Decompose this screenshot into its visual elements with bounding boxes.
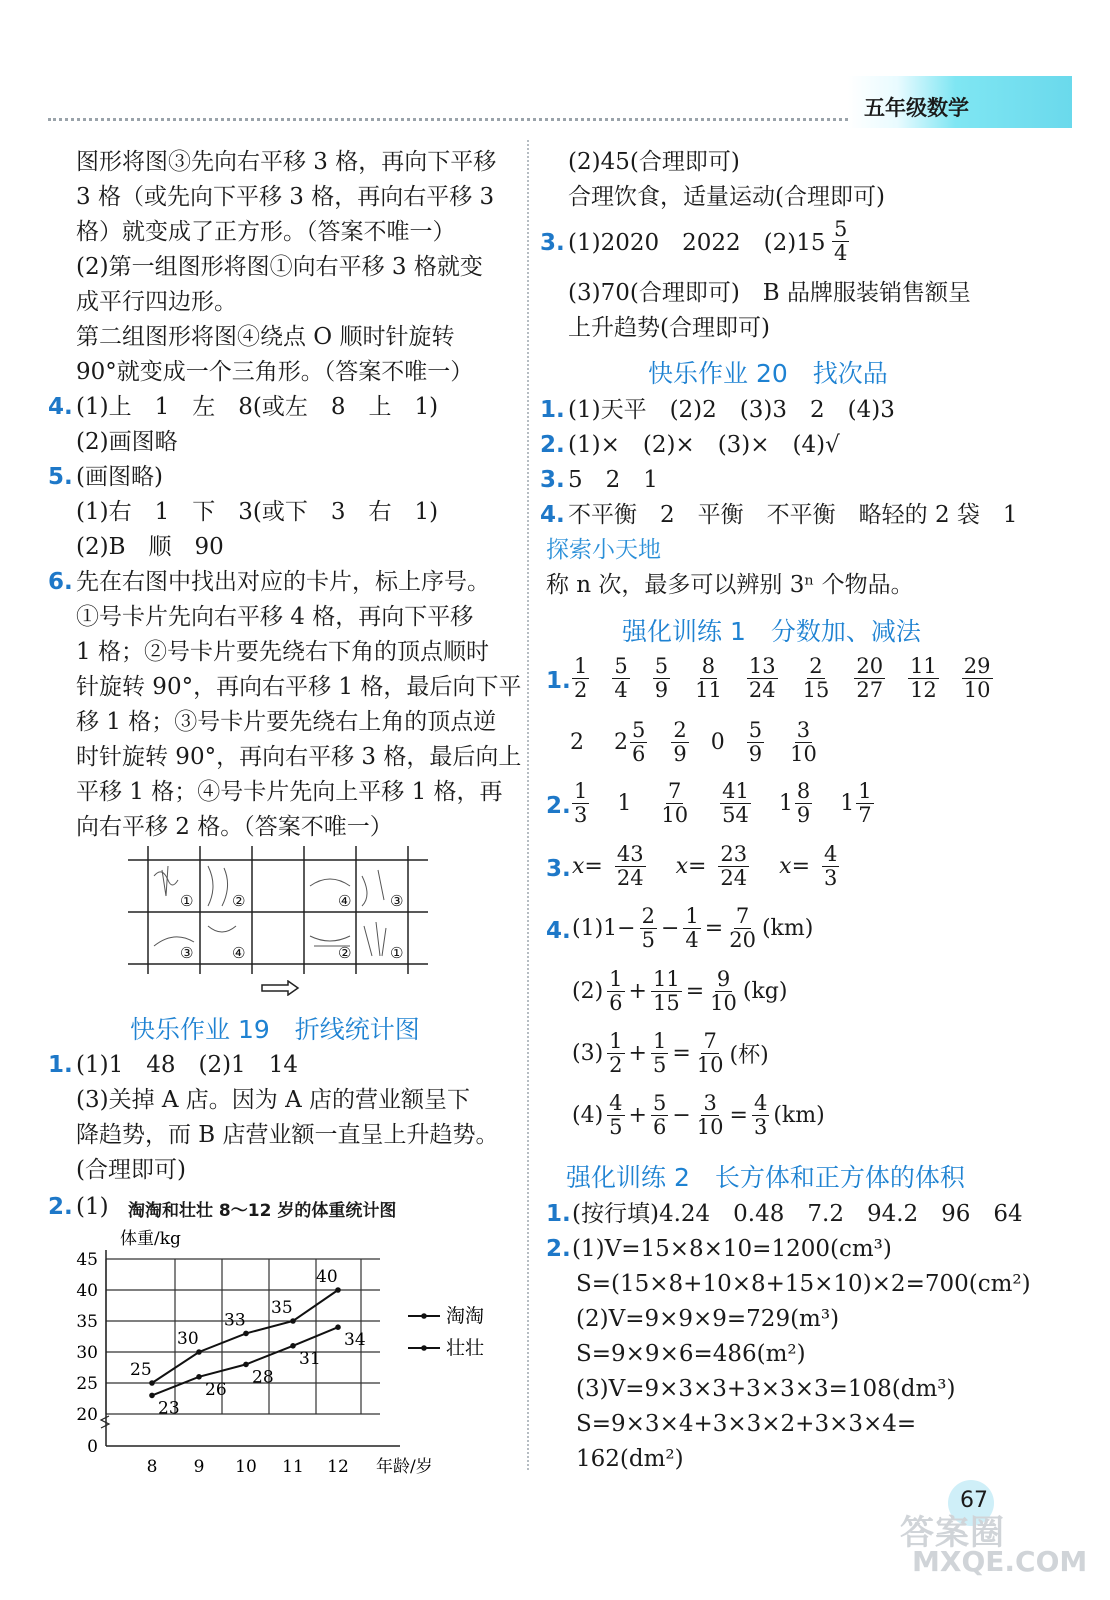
- question-number: 4.: [48, 394, 73, 420]
- chart-y-tick-label: 40: [76, 1281, 98, 1301]
- fraction: [651, 968, 682, 1015]
- chart-y-tick-label: 45: [76, 1250, 98, 1270]
- chart-x-tick-label: 12: [327, 1457, 349, 1477]
- fraction: [747, 719, 764, 766]
- chart-data-label: 31: [299, 1348, 321, 1369]
- denominator: 15: [652, 991, 680, 1015]
- answer-line: 降趋势，而 B 店营业额一直呈上升趋势。: [76, 1122, 499, 1148]
- denominator: 10: [661, 803, 689, 827]
- operator: −: [672, 1103, 691, 1128]
- answer-line: (3)关掉 A 店。因为 A 店的营业额呈下: [76, 1087, 471, 1113]
- denominator: 9: [748, 742, 763, 766]
- fraction: [962, 655, 993, 702]
- numerator: 4: [609, 1091, 623, 1115]
- equation-prefix: (3): [572, 1041, 604, 1066]
- numerator: 2: [673, 718, 687, 742]
- numerator: 5: [614, 654, 628, 678]
- denominator: 5: [609, 1115, 623, 1139]
- denominator: 10: [790, 742, 817, 766]
- numerator: 9: [716, 967, 731, 991]
- card-label: ②: [338, 944, 352, 962]
- unit: (km): [761, 916, 814, 941]
- mixed-number: [840, 780, 875, 827]
- answer-line: (1): [76, 1194, 109, 1220]
- chart-point: [290, 1343, 296, 1349]
- unit: (kg): [742, 979, 788, 1004]
- fraction: [683, 905, 700, 952]
- unit: (km): [773, 1103, 825, 1128]
- chart-x-tick-label: 8: [146, 1457, 158, 1477]
- answer-line: 162(dm²): [576, 1446, 684, 1472]
- operator: =: [672, 1041, 691, 1066]
- fraction: [708, 968, 739, 1015]
- numerator: 1: [858, 779, 872, 803]
- card-label: ①: [390, 944, 404, 962]
- question-number: 4.: [540, 502, 565, 528]
- equation-row: [572, 1092, 825, 1139]
- numerator: 5: [834, 217, 848, 241]
- answer-line: (3)V=9×3×3+3×3×3=108(dm³): [576, 1376, 956, 1402]
- numerator: 8: [701, 654, 716, 678]
- legend-marker: [421, 1345, 427, 1351]
- whole-number: 2: [570, 730, 584, 755]
- fraction: [659, 780, 690, 827]
- chart-point: [335, 1287, 341, 1293]
- denominator: 10: [696, 1053, 724, 1077]
- numerator: 1: [574, 779, 588, 803]
- answer-line: 5 2 1: [568, 467, 658, 493]
- fraction: [651, 1092, 668, 1139]
- chart-y-tick-label: 25: [76, 1374, 98, 1394]
- question-number: 3.: [540, 230, 565, 256]
- numerator: 1: [609, 967, 623, 991]
- fraction: [832, 218, 849, 265]
- denominator: 9: [673, 742, 687, 766]
- numerator: 1: [685, 904, 699, 928]
- question-number: 4.: [546, 918, 571, 944]
- numerator: 41: [722, 779, 749, 803]
- equation-row: [572, 1030, 769, 1077]
- chart-data-label: 25: [130, 1360, 152, 1380]
- answer-line: 针旋转 90°，再向右平移 1 格，最后向下平: [76, 674, 522, 700]
- legend-label: 壮壮: [446, 1337, 485, 1359]
- fraction: [720, 780, 751, 827]
- column-divider: [527, 140, 529, 1470]
- denominator: 11: [695, 678, 722, 702]
- answer-line: S=(15×8+10×8+15×10)×2=700(cm²): [576, 1271, 1031, 1297]
- denominator: 20: [729, 928, 756, 952]
- chart-point: [149, 1380, 155, 1386]
- denominator: 24: [616, 866, 644, 890]
- answer-line: 移 1 格；③号卡片要先绕右上角的顶点逆: [76, 709, 497, 735]
- denominator: 3: [574, 803, 588, 827]
- whole-number: 0: [710, 730, 725, 755]
- equation-prefix: (2): [572, 979, 604, 1004]
- card-grid-figure: [128, 846, 428, 976]
- numerator: 7: [703, 1029, 717, 1053]
- numerator: 29: [963, 654, 991, 678]
- chart-x-label: 年龄/岁: [376, 1457, 433, 1477]
- answer-line: (按行填)4.24 0.48 7.2 94.2 96 64: [572, 1201, 1023, 1227]
- fraction: [822, 843, 839, 890]
- denominator: 24: [720, 866, 748, 890]
- denominator: 9: [796, 803, 811, 827]
- answer-line: 上升趋势(合理即可): [568, 315, 770, 341]
- answer-line: ①号卡片先向右平移 4 格，再向下平移: [76, 604, 474, 630]
- question-number: 1.: [48, 1052, 73, 1078]
- fraction: [752, 1092, 769, 1139]
- chart-point: [196, 1374, 202, 1380]
- question-number: 2.: [546, 1236, 571, 1262]
- answer-line: (1)右 1 下 3(或下 3 右 1): [76, 499, 439, 525]
- answer-line: 向右平移 2 格。（答案不唯一）: [76, 814, 393, 840]
- chart-point: [196, 1349, 202, 1355]
- answer-line: 平移 1 格；④号卡片先向上平移 1 格，再: [76, 779, 503, 805]
- denominator: 5: [652, 1053, 667, 1077]
- chart-y-label: 体重/kg: [120, 1229, 181, 1249]
- equation-row: [572, 905, 813, 952]
- denominator: 2: [574, 678, 588, 702]
- numerator: 7: [735, 904, 750, 928]
- card-label: ③: [390, 892, 404, 910]
- answer-line: 称 n 次，最多可以辨别 3ⁿ 个物品。: [546, 572, 914, 598]
- fraction: [801, 655, 832, 702]
- fraction: [612, 655, 629, 702]
- weight-line-chart: [60, 1222, 520, 1482]
- equation-prefix: x=: [675, 854, 707, 879]
- answer-line: 时针旋转 90°，再向右平移 3 格，最后向上: [76, 744, 522, 770]
- answer-line: (2)B 顺 90: [76, 534, 224, 560]
- answer-line: 不平衡 2 平衡 不平衡 略轻的 2 袋 1: [568, 502, 1018, 528]
- question-number: 6.: [48, 569, 73, 595]
- numerator: 43: [616, 842, 644, 866]
- fraction: [653, 655, 670, 702]
- chart-x-tick-label: 10: [235, 1457, 257, 1477]
- chart-legend: [408, 1305, 484, 1359]
- numerator: 2: [809, 654, 823, 678]
- answer-line: 格）就变成了正方形。（答案不唯一）: [76, 219, 456, 245]
- fraction: [671, 719, 688, 766]
- equation-prefix: x=: [779, 854, 810, 879]
- question-number: 2.: [48, 1194, 73, 1220]
- numerator: 2: [641, 904, 655, 928]
- answer-line: 3 格（或先向下平移 3 格，再向右平移 3: [76, 184, 495, 210]
- question-number: 2.: [540, 432, 565, 458]
- answer-line: (1)天平 (2)2 (3)3 2 (4)3: [568, 397, 895, 423]
- answer-line: (1)2020 2022 (2)15: [568, 230, 826, 256]
- watermark-text: 答案圈: [900, 1513, 1005, 1553]
- answer-line: 90°就变成一个三角形。（答案不唯一）: [76, 359, 474, 385]
- section-heading: 强化训练 1 分数加、减法: [622, 617, 921, 646]
- whole-number: 1: [778, 791, 793, 816]
- chart-data-label: 40: [316, 1267, 338, 1287]
- denominator: 27: [856, 678, 884, 702]
- fraction: [695, 1092, 726, 1139]
- answer-line: (1)1 48 (2)1 14: [76, 1052, 298, 1078]
- fraction: [747, 655, 778, 702]
- fraction-row: [570, 780, 876, 827]
- section-heading: 快乐作业 20 找次品: [648, 359, 888, 388]
- fraction: [607, 1030, 624, 1077]
- answer-line: 图形将图③先向右平移 3 格，再向下平移: [76, 149, 497, 175]
- fraction: [727, 905, 758, 952]
- chart-y-tick-label: 20: [76, 1405, 98, 1425]
- denominator: 6: [632, 742, 646, 766]
- whole-number: 2: [614, 730, 628, 755]
- question-number: 5.: [48, 464, 73, 490]
- answer-line: (2)45(合理即可): [568, 149, 740, 175]
- explore-heading: 探索小天地: [546, 537, 661, 563]
- chart-point: [243, 1331, 249, 1337]
- operator: =: [704, 916, 724, 941]
- answer-line: (1)× (2)× (3)× (4)√: [568, 432, 840, 458]
- equation-prefix: (1)1−: [572, 916, 636, 941]
- fraction: [640, 905, 657, 952]
- unit: (杯): [729, 1043, 769, 1068]
- fraction: [572, 655, 589, 702]
- fraction: [607, 1092, 624, 1139]
- question-number: 1.: [546, 668, 571, 694]
- answer-line: 1 格；②号卡片要先绕右下角的顶点顺时: [76, 639, 489, 665]
- chart-title: 淘淘和壮壮 8～12 岁的体重统计图: [128, 1201, 397, 1221]
- numerator: 7: [668, 779, 682, 803]
- numerator: 3: [703, 1091, 717, 1115]
- numerator: 1: [574, 654, 588, 678]
- numerator: 8: [796, 779, 811, 803]
- denominator: 10: [710, 991, 737, 1015]
- numerator: 5: [652, 1091, 667, 1115]
- answer-line: (1)上 1 左 8(或左 8 上 1): [76, 394, 439, 420]
- denominator: 2: [609, 1053, 623, 1077]
- denominator: 10: [696, 1115, 724, 1139]
- fraction: [718, 843, 749, 890]
- chart-data-label: 35: [271, 1298, 293, 1318]
- denominator: 54: [722, 803, 749, 827]
- answer-line: S=9×3×4+3×3×2+3×3×4=: [576, 1411, 917, 1437]
- axis-break-icon: [101, 1416, 109, 1428]
- answer-line: (2)第一组图形将图①向右平移 3 格就变: [76, 254, 483, 280]
- answer-line: 先在右图中找出对应的卡片，标上序号。: [76, 569, 490, 595]
- legend-marker: [421, 1313, 427, 1319]
- numerator: 3: [796, 718, 811, 742]
- answer-line: 成平行四边形。: [76, 289, 237, 315]
- question-number: 2.: [546, 793, 571, 819]
- watermark-url: MXQE.COM: [912, 1545, 1088, 1578]
- denominator: 4: [834, 241, 848, 265]
- chart-data-label: 26: [205, 1379, 227, 1400]
- chart-point: [149, 1393, 155, 1399]
- mixed-number: [779, 780, 814, 827]
- operator: −: [660, 916, 680, 941]
- fraction: [854, 655, 885, 702]
- numerator: 11: [910, 654, 937, 678]
- answer-line: (1)V=15×8×10=1200(cm³): [572, 1236, 892, 1262]
- card-label: ④: [338, 892, 352, 910]
- answer-line: 合理饮食，适量运动(合理即可): [568, 184, 885, 210]
- numerator: 5: [632, 718, 646, 742]
- equation-prefix: x=: [572, 854, 603, 879]
- numerator: 11: [652, 967, 680, 991]
- fraction: [615, 843, 646, 890]
- operator: +: [628, 1041, 647, 1066]
- question-number: 3.: [546, 856, 571, 882]
- denominator: 15: [802, 678, 830, 702]
- chart-y-tick-label: 0: [87, 1437, 98, 1457]
- numerator: 5: [654, 654, 669, 678]
- numerator: 1: [609, 1029, 623, 1053]
- mixed-number: [614, 719, 649, 766]
- fraction: [651, 1030, 668, 1077]
- chart-y-tick-label: 35: [76, 1312, 98, 1332]
- denominator: 6: [609, 991, 623, 1015]
- numerator: 4: [753, 1091, 768, 1115]
- operator: +: [628, 1103, 647, 1128]
- chart-x-tick-label: 9: [193, 1457, 205, 1477]
- fraction: [693, 655, 724, 702]
- card-label: ①: [180, 892, 194, 910]
- whole-number: 1: [617, 791, 632, 816]
- header-dotted-rule: [48, 118, 848, 125]
- denominator: 9: [654, 678, 669, 702]
- page-header-title: 五年级数学: [864, 96, 969, 120]
- chart-point: [335, 1324, 341, 1330]
- numerator: 1: [652, 1029, 667, 1053]
- denominator: 7: [858, 803, 872, 827]
- operator: =: [685, 979, 705, 1004]
- fraction: [572, 780, 589, 827]
- section-heading: 快乐作业 19 折线统计图: [130, 1015, 420, 1044]
- answer-line: 第二组图形将图④绕点 O 顺时针旋转: [76, 324, 455, 350]
- denominator: 24: [748, 678, 776, 702]
- chart-data-label: 30: [177, 1329, 199, 1349]
- operator: +: [628, 979, 647, 1004]
- chart-y-tick-label: 30: [76, 1343, 98, 1363]
- card-label: ②: [232, 892, 246, 910]
- fraction-row: [572, 843, 841, 890]
- denominator: 5: [641, 928, 655, 952]
- legend-label: 淘淘: [446, 1305, 485, 1327]
- numerator: 5: [748, 718, 763, 742]
- equation-row: [572, 968, 787, 1015]
- fraction: [788, 719, 819, 766]
- answer-line: (2)画图略: [76, 429, 178, 455]
- fraction-row: [570, 655, 995, 702]
- chart-point: [290, 1318, 296, 1324]
- fraction: [856, 780, 873, 827]
- chart-point: [243, 1362, 249, 1368]
- fraction: [908, 655, 939, 702]
- operator: =: [729, 1103, 748, 1128]
- fraction: [630, 719, 647, 766]
- denominator: 3: [824, 866, 838, 890]
- section-heading: 强化训练 2 长方体和正方体的体积: [566, 1163, 965, 1192]
- numerator: 23: [720, 842, 748, 866]
- denominator: 12: [910, 678, 937, 702]
- answer-line: (2)V=9×9×9=729(m³): [576, 1306, 840, 1332]
- equation-prefix: (4): [572, 1103, 604, 1128]
- numerator: 4: [824, 842, 838, 866]
- answer-line: S=9×9×6=486(m²): [576, 1341, 806, 1367]
- chart-data-label: 33: [224, 1310, 246, 1331]
- right-arrow-icon: [260, 980, 300, 996]
- card-label: ④: [232, 944, 246, 962]
- card-label: ③: [180, 944, 194, 962]
- fraction: [607, 968, 624, 1015]
- answer-line: (画图略): [76, 464, 163, 490]
- chart-x-tick-label: 11: [282, 1457, 304, 1477]
- denominator: 10: [963, 678, 991, 702]
- answer-line: (合理即可): [76, 1157, 186, 1183]
- chart-data-label: 28: [252, 1367, 274, 1388]
- chart-data-label: 23: [158, 1398, 180, 1419]
- denominator: 4: [614, 678, 628, 702]
- question-number: 1.: [546, 1201, 571, 1227]
- denominator: 3: [753, 1115, 768, 1139]
- fraction: [695, 1030, 726, 1077]
- denominator: 6: [652, 1115, 667, 1139]
- fraction-row: [570, 719, 821, 766]
- numerator: 20: [856, 654, 884, 678]
- question-number: 1.: [540, 397, 565, 423]
- whole-number: 1: [840, 791, 855, 816]
- chart-data-label: 34: [344, 1330, 366, 1351]
- question-number: 3.: [540, 467, 565, 493]
- page-number: 67: [960, 1488, 988, 1513]
- answer-line: (3)70(合理即可) B 品牌服装销售额呈: [568, 280, 972, 306]
- fraction: [795, 780, 812, 827]
- denominator: 4: [685, 928, 699, 952]
- numerator: 13: [748, 654, 776, 678]
